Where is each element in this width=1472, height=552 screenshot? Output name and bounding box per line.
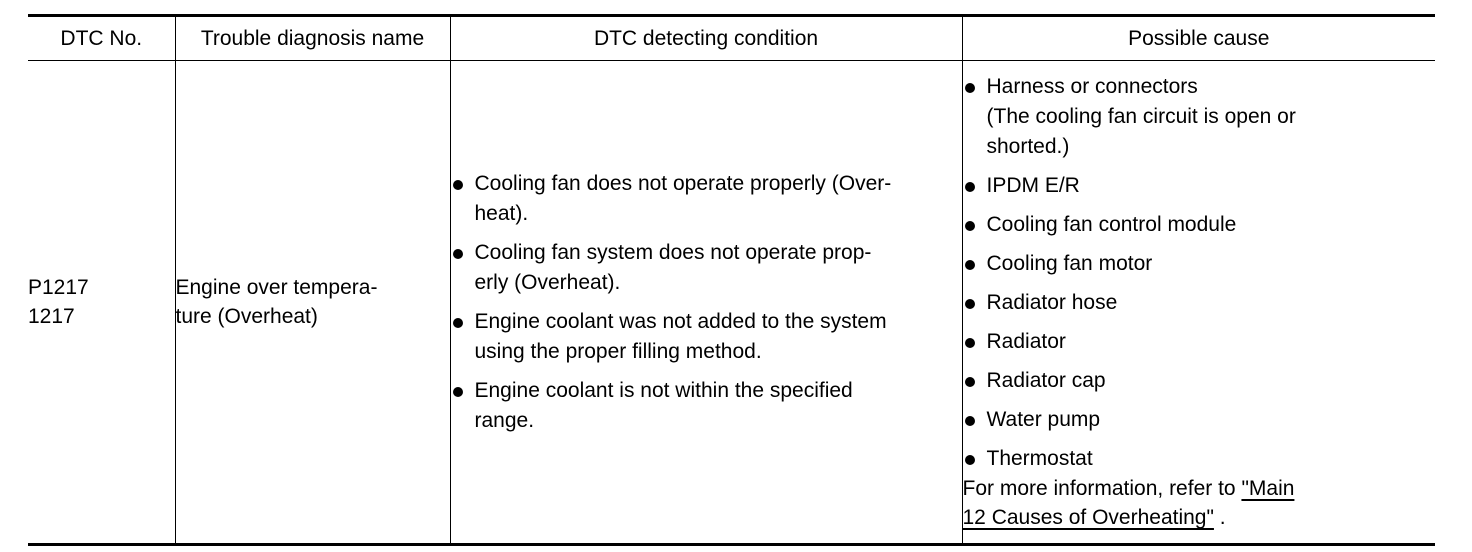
bullet-icon: [965, 377, 975, 387]
bullet-icon: [965, 260, 975, 270]
trouble-name-line: ture (Overheat): [175, 305, 318, 328]
bullet-icon: [965, 83, 975, 93]
more-info: [963, 474, 1436, 532]
cause-cell: [962, 61, 1435, 545]
table-row: [28, 61, 1435, 545]
bullet-icon: [453, 249, 463, 259]
list-item: Cooling fan does not operate properly (Over- heat).: [451, 169, 962, 229]
condition-list: [451, 169, 962, 436]
list-item: IPDM E/R: [963, 171, 1436, 201]
dtc-code-short: 1217: [28, 305, 75, 328]
list-item: Cooling fan system does not operate prop- erly (Overheat).: [451, 238, 962, 298]
bullet-icon: [965, 299, 975, 309]
list-item: Cooling fan control module: [963, 210, 1436, 240]
header-dtc-no: DTC No.: [60, 26, 143, 50]
bullet-icon: [965, 455, 975, 465]
header-cause: Possible cause: [962, 16, 1435, 61]
list-item: Water pump: [963, 405, 1436, 435]
cause-list: [963, 72, 1436, 474]
bullet-icon: [453, 318, 463, 328]
list-item: Radiator cap: [963, 366, 1436, 396]
overheating-causes-link[interactable]: "Main: [1241, 477, 1295, 500]
header-row: [28, 16, 1435, 61]
dtc-number-cell: [28, 61, 175, 545]
header-trouble-name: Trouble diagnosis name: [175, 16, 450, 61]
list-item: Engine coolant is not within the specified range.: [451, 376, 962, 436]
list-item: Cooling fan motor: [963, 249, 1436, 279]
header-condition: DTC detecting condition: [450, 16, 962, 61]
dtc-table: [28, 14, 1435, 546]
list-item: Engine coolant was not added to the system using the proper filling method.: [451, 307, 962, 367]
overheating-causes-link-cont[interactable]: 12 Causes of Overheating": [962, 506, 1214, 529]
trouble-name-cell: [175, 61, 450, 545]
bullet-icon: [453, 180, 463, 190]
more-info-suffix: .: [1213, 506, 1226, 529]
list-item: Harness or connectors (The cooling fan circuit is open or shorted.): [963, 72, 1436, 162]
list-item: Radiator: [963, 327, 1436, 357]
list-item: Radiator hose: [963, 288, 1436, 318]
condition-cell: [450, 61, 962, 545]
bullet-icon: [965, 416, 975, 426]
bullet-icon: [453, 387, 463, 397]
dtc-code: P1217: [28, 276, 89, 299]
bullet-icon: [965, 182, 975, 192]
bullet-icon: [965, 338, 975, 348]
trouble-name-line: Engine over tempera-: [175, 276, 378, 299]
list-item: Thermostat: [963, 444, 1436, 474]
bullet-icon: [965, 221, 975, 231]
more-info-text: For more information, refer to: [962, 477, 1242, 500]
